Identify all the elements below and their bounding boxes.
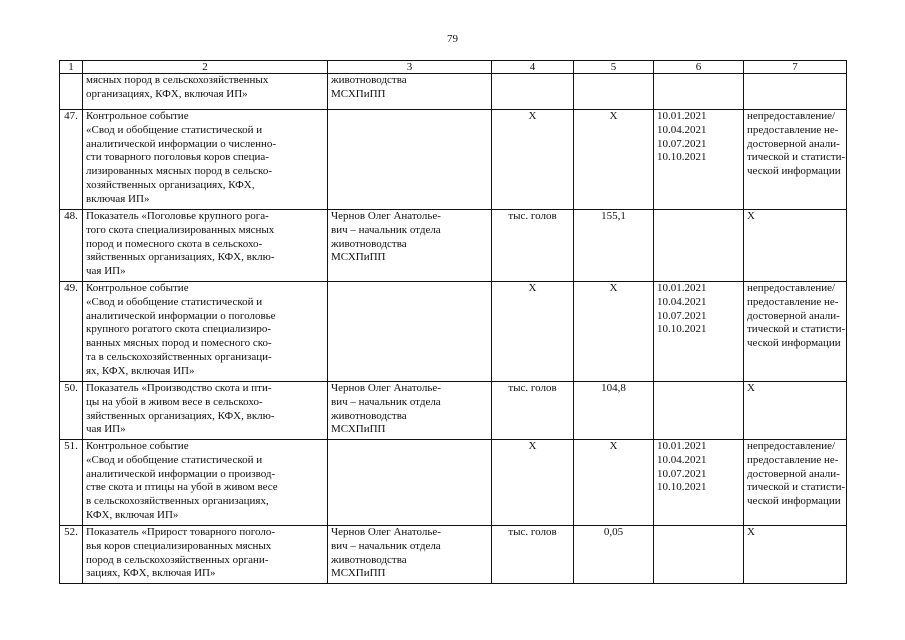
- row-description-line: та в сельскохозяйственных организаци-: [86, 350, 272, 363]
- row-dates-line: 10.10.2021: [657, 481, 707, 494]
- row-risk-line: непредоставление/: [747, 110, 836, 122]
- row-responsible: [328, 74, 492, 110]
- row-risk: [744, 526, 847, 584]
- row-dates: [654, 74, 744, 110]
- row-description-line: сти товарного поголовья коров специа-: [86, 151, 269, 164]
- row-description-line: Контрольное событие: [86, 282, 189, 294]
- row-description-line: стве скота и птицы на убой в живом весе: [86, 481, 278, 494]
- row-dates-line: 10.07.2021: [657, 467, 707, 480]
- row-description-line: Показатель «Прирост товарного поголо-: [86, 526, 276, 538]
- row-description-line: КФХ, включая ИП»: [86, 508, 179, 521]
- row-value: 155,1: [574, 210, 654, 282]
- row-description-line: чая ИП»: [86, 423, 126, 436]
- row-dates-line: 10.01.2021: [657, 282, 707, 294]
- row-responsible-line: животноводства: [331, 409, 407, 422]
- row-description: [83, 110, 328, 210]
- row-responsible-line: вич – начальник отдела: [331, 395, 441, 408]
- row-responsible-line: Чернов Олег Анатолье-: [331, 210, 441, 222]
- row-dates-line: 10.04.2021: [657, 295, 707, 308]
- row-description-line: включая ИП»: [86, 192, 150, 205]
- row-unit: X: [492, 282, 574, 382]
- row-dates-line: 10.07.2021: [657, 309, 707, 322]
- row-value: 0,05: [574, 526, 654, 584]
- row-description-line: в сельскохозяйственных организациях,: [86, 495, 269, 508]
- row-risk: [744, 382, 847, 440]
- row-unit: тыс. голов: [492, 382, 574, 440]
- row-risk: [744, 440, 847, 526]
- row-value: X: [574, 110, 654, 210]
- row-description-line: аналитической информации о численно-: [86, 137, 277, 150]
- row-description-line: хозяйственных организациях, КФХ,: [86, 178, 255, 191]
- row-risk-line: X: [747, 210, 755, 222]
- row-description-line: ях, КФХ, включая ИП»: [86, 364, 195, 377]
- row-number: 48.: [60, 210, 83, 282]
- table-row: [60, 110, 847, 210]
- row-responsible-line: животноводства: [331, 553, 407, 566]
- row-risk-line: достоверной анали-: [747, 467, 840, 480]
- row-risk-line: ческой информации: [747, 337, 841, 350]
- row-risk: [744, 74, 847, 110]
- row-dates-line: 10.04.2021: [657, 123, 707, 136]
- row-responsible: [328, 110, 492, 210]
- page-number: 79: [447, 33, 458, 45]
- column-header-row: [60, 61, 847, 74]
- row-dates: [654, 210, 744, 282]
- row-description-line: зяйственных организациях, КФХ, вклю-: [86, 409, 275, 422]
- row-description: [83, 382, 328, 440]
- row-number: 51.: [60, 440, 83, 526]
- row-risk-line: X: [747, 526, 755, 538]
- row-description-line: пород и помесного скота в сельскохо-: [86, 237, 263, 250]
- row-number: [60, 74, 83, 110]
- row-description-line: Контрольное событие: [86, 440, 189, 452]
- row-risk-line: X: [747, 382, 755, 394]
- table-row: [60, 526, 847, 584]
- column-header: 1: [60, 61, 83, 74]
- column-header: 5: [574, 61, 654, 74]
- row-value: X: [574, 440, 654, 526]
- row-description-line: Показатель «Поголовье крупного рога-: [86, 210, 269, 222]
- row-unit: тыс. голов: [492, 526, 574, 584]
- table-row: [60, 282, 847, 382]
- row-value: 104,8: [574, 382, 654, 440]
- row-responsible-line: МСХПиПП: [331, 567, 386, 580]
- row-risk-line: ческой информации: [747, 165, 841, 178]
- row-description: [83, 440, 328, 526]
- row-risk-line: предоставление не-: [747, 123, 839, 136]
- table-row: [60, 210, 847, 282]
- row-description-line: аналитической информации о производ-: [86, 467, 276, 480]
- row-description-line: пород в сельскохозяйственных органи-: [86, 553, 269, 566]
- row-dates-line: 10.01.2021: [657, 110, 707, 122]
- row-dates: [654, 282, 744, 382]
- row-responsible-line: Чернов Олег Анатолье-: [331, 382, 441, 394]
- row-dates: [654, 440, 744, 526]
- row-risk: [744, 210, 847, 282]
- row-risk-line: непредоставление/: [747, 282, 836, 294]
- row-risk-line: предоставление не-: [747, 295, 839, 308]
- row-description-line: мясных пород в сельскохозяйственных: [86, 74, 269, 86]
- row-description-line: «Свод и обобщение статистической и: [86, 453, 263, 466]
- row-unit: X: [492, 440, 574, 526]
- row-responsible-line: вич – начальник отдела: [331, 223, 441, 236]
- row-unit: X: [492, 110, 574, 210]
- row-description: [83, 526, 328, 584]
- row-responsible: [328, 282, 492, 382]
- row-description-line: зациях, КФХ, включая ИП»: [86, 567, 216, 580]
- table-row: [60, 382, 847, 440]
- table-row: [60, 440, 847, 526]
- column-header: 3: [328, 61, 492, 74]
- row-dates-line: 10.10.2021: [657, 151, 707, 164]
- row-responsible-line: животноводства: [331, 237, 407, 250]
- row-dates: [654, 526, 744, 584]
- row-description-line: крупного рогатого скота специализиро-: [86, 323, 271, 336]
- row-risk-line: тической и статисти-: [747, 323, 846, 336]
- row-description-line: чая ИП»: [86, 265, 126, 278]
- row-unit: [492, 74, 574, 110]
- row-description-line: Показатель «Производство скота и пти-: [86, 382, 272, 394]
- row-responsible-line: МСХПиПП: [331, 87, 386, 100]
- column-header: 7: [744, 61, 847, 74]
- row-risk-line: достоверной анали-: [747, 137, 840, 150]
- row-description: [83, 74, 328, 110]
- row-responsible: [328, 210, 492, 282]
- row-dates-line: 10.04.2021: [657, 453, 707, 466]
- row-risk-line: достоверной анали-: [747, 309, 840, 322]
- row-number: 52.: [60, 526, 83, 584]
- row-dates: [654, 110, 744, 210]
- row-dates-line: 10.07.2021: [657, 137, 707, 150]
- row-description-line: лизированных мясных пород в сельско-: [86, 165, 272, 178]
- column-header: 6: [654, 61, 744, 74]
- data-table: [59, 60, 847, 584]
- column-header: 2: [83, 61, 328, 74]
- row-description-line: Контрольное событие: [86, 110, 189, 122]
- row-risk-line: ческой информации: [747, 495, 841, 508]
- row-responsible-line: МСХПиПП: [331, 251, 386, 264]
- row-description-line: «Свод и обобщение статистической и: [86, 123, 263, 136]
- row-description-line: зяйственных организациях, КФХ, вклю-: [86, 251, 275, 264]
- row-unit: тыс. голов: [492, 210, 574, 282]
- row-responsible-line: МСХПиПП: [331, 423, 386, 436]
- row-description-line: цы на убой в живом весе в сельскохо-: [86, 395, 263, 408]
- row-dates: [654, 382, 744, 440]
- carryover-row: [60, 74, 847, 110]
- row-dates-line: 10.10.2021: [657, 323, 707, 336]
- row-description: [83, 210, 328, 282]
- row-value: [574, 74, 654, 110]
- row-description-line: аналитической информации о поголовье: [86, 309, 276, 322]
- row-number: 50.: [60, 382, 83, 440]
- row-description-line: вья коров специализированных мясных: [86, 539, 272, 552]
- row-risk-line: тической и статисти-: [747, 481, 846, 494]
- row-risk: [744, 110, 847, 210]
- row-value: X: [574, 282, 654, 382]
- row-responsible-line: Чернов Олег Анатолье-: [331, 526, 441, 538]
- row-risk-line: предоставление не-: [747, 453, 839, 466]
- row-description-line: организациях, КФХ, включая ИП»: [86, 87, 248, 100]
- row-description: [83, 282, 328, 382]
- column-header: 4: [492, 61, 574, 74]
- row-responsible: [328, 440, 492, 526]
- row-dates-line: 10.01.2021: [657, 440, 707, 452]
- row-responsible-line: вич – начальник отдела: [331, 539, 441, 552]
- row-responsible-line: животноводства: [331, 74, 407, 86]
- row-description-line: того скота специализированных мясных: [86, 223, 275, 236]
- row-responsible: [328, 382, 492, 440]
- row-risk-line: непредоставление/: [747, 440, 836, 452]
- row-responsible: [328, 526, 492, 584]
- row-number: 47.: [60, 110, 83, 210]
- row-description-line: «Свод и обобщение статистической и: [86, 295, 263, 308]
- row-description-line: ванных мясных пород и помесного ско-: [86, 337, 272, 350]
- row-number: 49.: [60, 282, 83, 382]
- row-risk-line: тической и статисти-: [747, 151, 846, 164]
- row-risk: [744, 282, 847, 382]
